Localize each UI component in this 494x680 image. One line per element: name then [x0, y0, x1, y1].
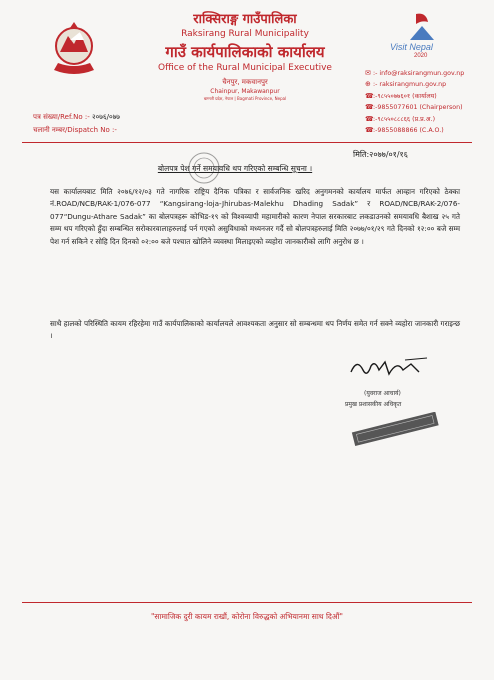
address-english: Chainpur, Makawanpur — [210, 88, 280, 95]
office-name-nepali: गाउँ कार्यपालिकाको कार्यालय — [165, 43, 325, 61]
contact-list — [365, 68, 490, 136]
letter-date: मिति:२०७७/०१/१६ — [353, 150, 408, 159]
contact-phone-chair: :-9855077601 (Chairperson) — [373, 104, 463, 112]
address-province: बाग्मती प्रदेश, नेपाल | Bagmati Province, Nepal — [203, 96, 287, 101]
contact-row — [365, 68, 490, 79]
municipality-name-nepali: राक्सिराङ्ग गाउँपालिका — [193, 12, 297, 27]
ref-value: २०७६/०७७ — [92, 113, 120, 121]
phone-icon: ☎ — [365, 126, 374, 135]
contact-email: :- info@raksirangmun.gov.np — [373, 70, 465, 77]
phone-icon: ☎ — [365, 114, 374, 123]
contact-row — [365, 79, 490, 90]
letterhead — [125, 12, 365, 102]
contact-row — [365, 102, 490, 113]
email-icon: ✉ — [365, 69, 371, 77]
contact-phone-cao: :-9855088866 (C.A.O.) — [373, 127, 444, 135]
visit-nepal-logo — [386, 10, 450, 58]
contact-row — [365, 114, 490, 125]
reference-number — [33, 113, 120, 122]
signatory-title: प्रमुख प्रशासकीय अधिकृत — [345, 401, 402, 408]
contact-row — [365, 91, 490, 102]
contact-row — [365, 125, 490, 136]
dispatch-number: चलानी नम्बर/Dispatch No :- — [33, 126, 117, 134]
contact-website: :- raksirangmun.gov.np — [373, 81, 447, 89]
official-stamp-icon — [345, 412, 445, 452]
contact-phone-office: :-९८५५०७७६०१ (कार्यालय) — [373, 92, 437, 100]
subject-text: बोलपत्र पेश गर्ने समयावधि थप गरिएको सम्बन्धि सूचना । — [157, 164, 313, 173]
body-paragraph-2: साथै हालको परिस्थिति कायम रहिरहेमा गाउँ कार्यपालिकाको कार्यालयले आवश्यकता अनुसार सो सम्बन्धमा थप निर्णय समेत गर्न सक्ने व्यहोरा जानकारी गराइन्छ । — [50, 319, 460, 341]
office-name-english: Office of the Rural Municipal Executive — [158, 63, 332, 73]
municipality-name-english: Raksirang Rural Municipality — [181, 29, 309, 39]
body-paragraph-1: यस कार्यालयबाट मिति २०७६/१२/०३ गते नागरिक राष्ट्रिय दैनिक पत्रिका र सार्वजनिक खरिद अनुगमनको कार्यालय मार्फत आव्हान गरिएको ठेक्का नं.ROAD/NCB/RAK-1/076-077 “Kangsirang-loja-Jhirubas-Malekhu Dhading Sadak” र ROAD/NCB/RAK-2/076-077“Dungu-Athare Sadak” का बोलपत्रहरू कोभिड-१९ को विश्वव्यापी महामारीको कारण नेपाल सरकारबाट लकडाउनको समयावधि बैशाख २५ गते सम्म थप गरिएको हुँदा सम्बन्धित सरोकारवालाहरुलाई पर्न गएको असुविधाको मध्यनजर गर्दै सो बोलपत्रहरुलाई मिति २०७७/०१/२९ गते दिनको १२:०० बजे सम्म पेश गर्न सकिने र सोहि दिन दिनको ०२:०० बजे पश्चात खोलिने व्यवस्था मिलाइएको व्यहोरा जानकारीको लागि अनुरोध छ । — [50, 187, 460, 246]
nepal-emblem-icon — [40, 18, 108, 78]
signature-icon — [345, 352, 435, 382]
contact-phone-cao-nep: :-९८५५०८८८६६ (प्र.प्र.अ.) — [373, 115, 436, 123]
header-divider — [22, 142, 472, 143]
ref-label: पत्र संख्या/Ref.No :- — [33, 113, 90, 121]
footer-divider — [22, 602, 472, 603]
address-nepali: चैनपुर, मकवानपुर — [222, 78, 268, 86]
footer-slogan: "सामाजिक दुरी कायम राखौं, कोरोना विरुद्धको अभियानमा साथ दिऔं" — [150, 612, 343, 621]
letter-subject — [125, 164, 345, 174]
phone-icon: ☎ — [365, 91, 374, 100]
visit-nepal-text: Visit Nepal — [390, 42, 433, 52]
signatory-name: (युवराज आचार्य) — [364, 390, 401, 397]
web-icon: ⊕ — [365, 80, 371, 89]
phone-icon: ☎ — [365, 103, 374, 112]
visit-nepal-year: 2020 — [414, 53, 428, 58]
